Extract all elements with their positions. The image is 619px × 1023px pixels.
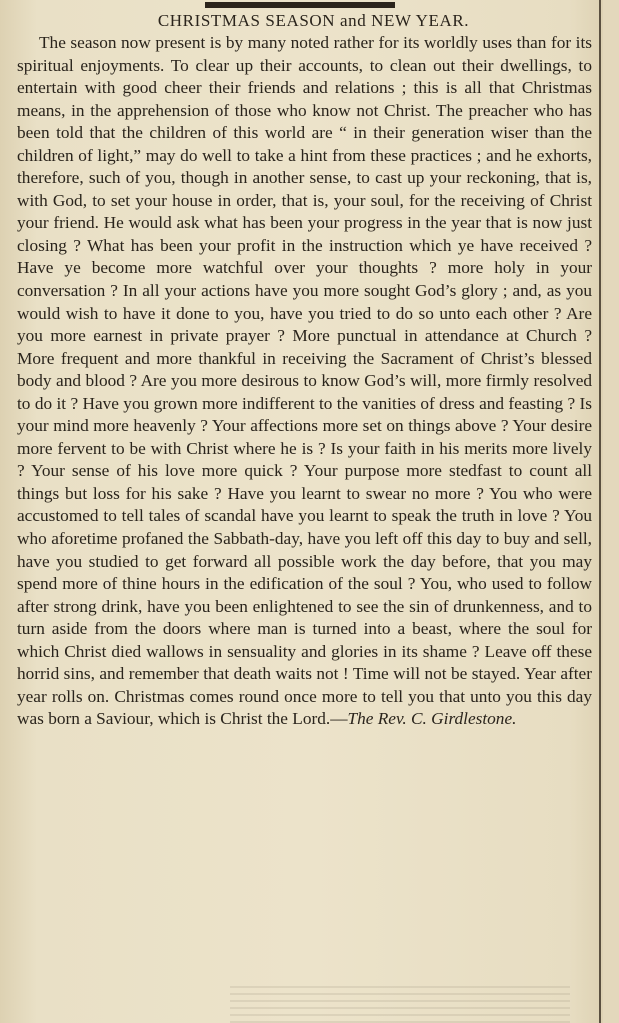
adjacent-column-edge	[603, 0, 619, 1023]
top-rule	[205, 2, 395, 8]
article-body	[17, 32, 592, 731]
article-headline: CHRISTMAS SEASON and NEW YEAR.	[157, 11, 470, 30]
article-attribution: The Rev. C. Girdlestone.	[347, 709, 517, 729]
show-through-texture	[230, 985, 570, 1023]
article-body-text: The season now present is by many noted rather for its worldly uses than for its spiritual enjoyments. To clear up their accounts, to clean out their dwellings, to entertain with good cheer their friends and relations ; this is all that Christmas means, in the apprehension of those who know not Christ. The preacher who has been told that the children of this world are “ in their generation wiser than the children of light,” may do well to take a hint from these practices ; and he exhorts, therefore, such of you, though in another sense, to cast up your reckoning, that is, with God, to set your house in order, that is, your soul, for the receiving of Christ your friend. He would ask what has been your progress in the year that is now just closing ? What has been your profit in the instruction which ye have received ? Have ye become more watchful over your thoughts ? more holy in your conversation ? In all your actions have you more sought God’s glory ; and, as you would wish to have it done to you, have you tried to do so unto each other ? Are you more earnest in private prayer ? More punctual in attendance at Church ? More frequent and more thankful in receiving the Sacrament of Christ’s blessed body and blood ? Are you more desirous to know God’s will, more firmly resolved to do it ? Have you grown more indifferent to the vanities of dress and feasting ? Is your mind more heavenly ? Your affections more set on things above ? Your desire more fervent to be with Christ where he is ? Is your faith in his merits more lively ? Your sense of his love more quick ? Your purpose more stedfast to count all things but loss for his sake ? Have you learnt to swear no more ? You who were accustomed to tell tales of scandal have you learnt to speak the truth in love ? You who aforetime profaned the Sabbath-day, have you left off this day to buy and sell, have you studied to get forward all possible work the day before, that you may spend more of thine hours in the edification of the soul ? You, who used to follow after strong drink, have you been enlightened to see the sin of drunkenness, and to turn aside from the doors where man is turned into a beast, where the soul for which Christ died wallows in sensuality and glories in its shame ? Leave off these horrid sins, and remember that death waits not ! Time will not be stayed. Year after year rolls on. Christmas comes round once more to tell you that unto you this day was born a Saviour, which is Christ the Lord.—	[17, 33, 592, 729]
column-rule	[599, 0, 601, 1023]
article	[17, 10, 592, 731]
